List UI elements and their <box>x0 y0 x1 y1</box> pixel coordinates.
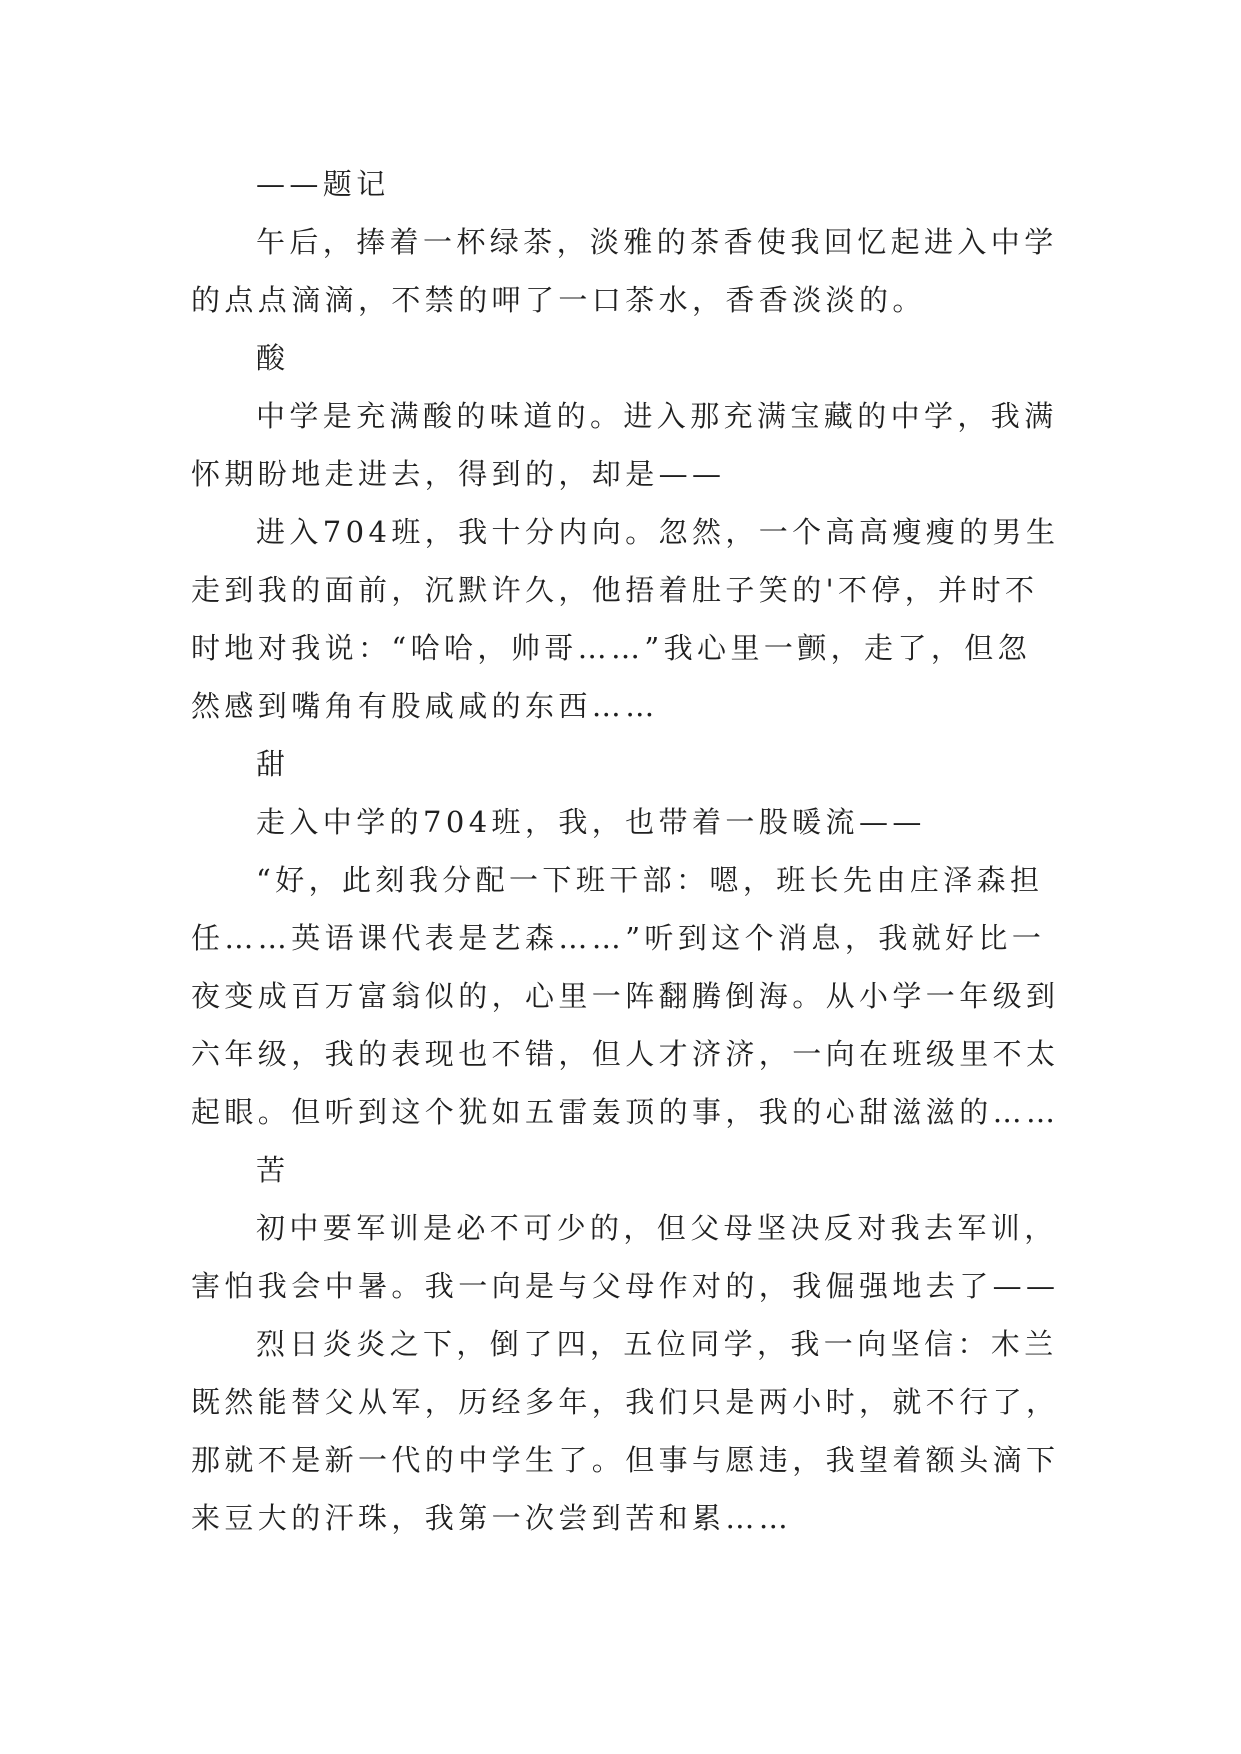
paragraph-line: 那就不是新一代的中学生了。但事与愿违，我望着额头滴下 <box>191 1443 1060 1477</box>
paragraph-line: 来豆大的汗珠，我第一次尝到苦和累…… <box>191 1501 793 1535</box>
paragraph-line: 烈日炎炎之下，倒了四，五位同学，我一向坚信：木兰 <box>256 1327 1058 1361</box>
paragraph-line: 中学是充满酸的味道的。进入那充满宝藏的中学，我满 <box>256 399 1058 433</box>
paragraph-line: 初中要军训是必不可少的，但父母坚决反对我去军训， <box>256 1211 1058 1245</box>
paragraph-line: 走到我的面前，沉默许久，他捂着肚子笑的'不停，并时不 <box>191 573 1039 607</box>
paragraph-line: 起眼。但听到这个犹如五雷轰顶的事，我的心甜滋滋的…… <box>191 1095 1060 1129</box>
paragraph-line: 走入中学的704班，我，也带着一股暖流—— <box>256 805 926 839</box>
section-heading-sour: 酸 <box>256 341 286 375</box>
paragraph-line: 害怕我会中暑。我一向是与父母作对的，我倔强地去了—— <box>191 1269 1060 1303</box>
paragraph-line: 的点点滴滴，不禁的呷了一口茶水，香香淡淡的。 <box>191 283 926 317</box>
paragraph-line: 然感到嘴角有股咸咸的东西…… <box>191 689 659 723</box>
paragraph-line: 进入704班，我十分内向。忽然，一个高高瘦瘦的男生 <box>256 515 1060 549</box>
epigraph-source: ——题记 <box>256 167 390 201</box>
paragraph-line: 夜变成百万富翁似的，心里一阵翻腾倒海。从小学一年级到 <box>191 979 1060 1013</box>
section-heading-bitter: 苦 <box>256 1153 286 1187</box>
paragraph-line: 既然能替父从军，历经多年，我们只是两小时，就不行了， <box>191 1385 1060 1419</box>
section-heading-sweet: 甜 <box>256 747 286 781</box>
paragraph-line: 任……英语课代表是艺森……”听到这个消息，我就好比一 <box>191 921 1046 955</box>
paragraph-line: “好，此刻我分配一下班干部：嗯，班长先由庄泽森担 <box>256 863 1044 897</box>
paragraph-line: 六年级，我的表现也不错，但人才济济，一向在班级里不太 <box>191 1037 1060 1071</box>
paragraph-line: 时地对我说：“哈哈，帅哥……”我心里一颤，走了，但忽 <box>191 631 1032 665</box>
paragraph-line: 午后，捧着一杯绿茶，淡雅的茶香使我回忆起进入中学 <box>256 225 1058 259</box>
paragraph-line: 怀期盼地走进去，得到的，却是—— <box>191 457 726 491</box>
